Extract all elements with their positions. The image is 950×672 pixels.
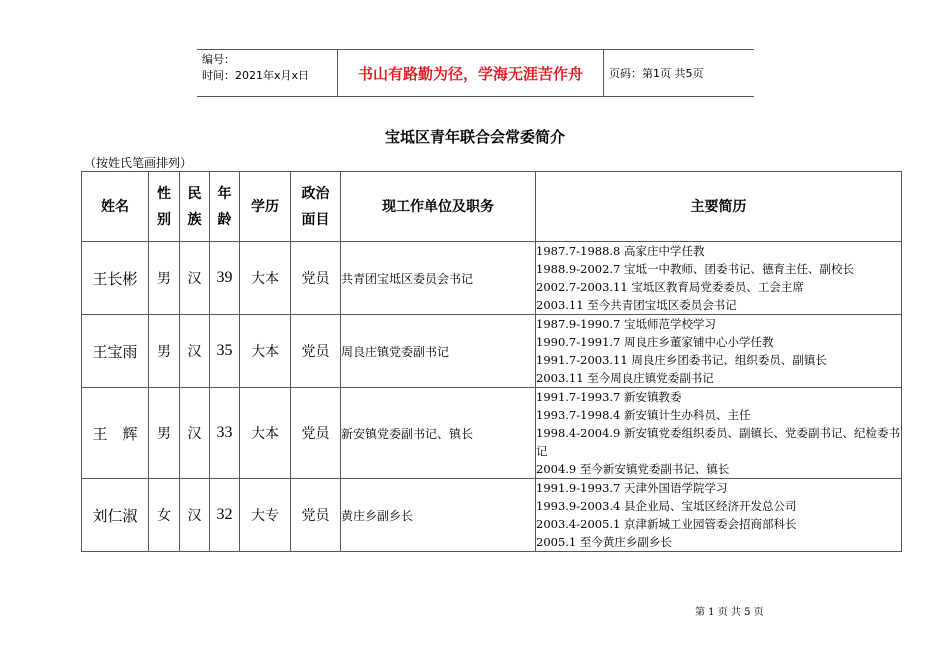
table-header-row <box>82 172 902 242</box>
cell-education: 大本 <box>240 388 291 479</box>
resume-line: 1991.9-1993.7 天津外国语学院学习 <box>536 481 728 495</box>
cell-education: 大本 <box>240 315 291 388</box>
header-motto: 书山有路勤为径，学海无涯苦作舟 <box>337 50 604 96</box>
cell-resume <box>536 242 902 315</box>
resume-line: 1988.9-2002.7 宝坻一中教师、团委书记、德育主任、副校长 <box>536 262 855 276</box>
table-row <box>82 315 902 388</box>
members-table <box>81 171 902 552</box>
col-resume: 主要简历 <box>536 172 902 242</box>
cell-political: 党员 <box>291 388 341 479</box>
time-label: 时间：2021年x月x日 <box>202 69 310 82</box>
cell-ethnicity: 汉 <box>180 479 210 552</box>
table-row <box>82 242 902 315</box>
cell-political: 党员 <box>291 242 341 315</box>
col-gender: 性 别 <box>149 172 180 242</box>
cell-resume <box>536 388 902 479</box>
sort-note: （按姓氏笔画排列） <box>84 156 193 170</box>
col-education: 学历 <box>240 172 291 242</box>
cell-resume <box>536 315 902 388</box>
cell-name: 刘仁淑 <box>82 479 149 552</box>
page-title: 宝坻区青年联合会常委简介 <box>384 128 565 146</box>
cell-age: 32 <box>210 479 240 552</box>
cell-political: 党员 <box>291 479 341 552</box>
cell-unit: 周良庄镇党委副书记 <box>341 315 536 388</box>
cell-unit: 新安镇党委副书记、镇长 <box>341 388 536 479</box>
col-political: 政治 面目 <box>291 172 341 242</box>
cell-political: 党员 <box>291 315 341 388</box>
cell-ethnicity: 汉 <box>180 315 210 388</box>
cell-unit: 黄庄乡副乡长 <box>341 479 536 552</box>
resume-line: 2002.7-2003.11 宝坻区教育局党委委员、工会主席 <box>536 280 804 294</box>
resume-line: 1993.7-1998.4 新安镇计生办科员、主任 <box>536 408 751 422</box>
cell-gender: 女 <box>149 479 180 552</box>
header-left <box>202 52 309 84</box>
resume-line: 2005.1 至今黄庄乡副乡长 <box>536 535 672 549</box>
cell-ethnicity: 汉 <box>180 242 210 315</box>
col-unit: 现工作单位及职务 <box>341 172 536 242</box>
header-page-info: 页码：第1页 共5页 <box>609 67 704 80</box>
cell-name: 王长彬 <box>82 242 149 315</box>
resume-line: 2004.9 至今新安镇党委副书记、镇长 <box>536 462 730 476</box>
col-ethnicity: 民 族 <box>180 172 210 242</box>
cell-unit: 共青团宝坻区委员会书记 <box>341 242 536 315</box>
resume-line: 2003.4-2005.1 京津新城工业园管委会招商部科长 <box>536 517 797 531</box>
cell-age: 39 <box>210 242 240 315</box>
resume-line: 1993.9-2003.4 县企业局、宝坻区经济开发总公司 <box>536 499 797 513</box>
cell-ethnicity: 汉 <box>180 388 210 479</box>
resume-line: 2003.11 至今共青团宝坻区委员会书记 <box>536 298 737 312</box>
resume-line: 2003.11 至今周良庄镇党委副书记 <box>536 371 714 385</box>
col-name: 姓名 <box>82 172 149 242</box>
cell-gender: 男 <box>149 388 180 479</box>
resume-line: 1987.9-1990.7 宝坻师范学校学习 <box>536 317 717 331</box>
col-age: 年 龄 <box>210 172 240 242</box>
number-label: 编号： <box>202 53 235 66</box>
resume-line: 1990.7-1991.7 周良庄乡董家铺中心小学任教 <box>536 335 774 349</box>
cell-gender: 男 <box>149 315 180 388</box>
page-footer: 第 1 页 共 5 页 <box>695 607 764 618</box>
table-row <box>82 479 902 552</box>
cell-education: 大专 <box>240 479 291 552</box>
resume-line: 1991.7-1993.7 新安镇教委 <box>536 390 682 404</box>
resume-line: 1998.4-2004.9 新安镇党委组织委员、副镇长、党委副书记、纪检委书记 <box>536 426 901 458</box>
cell-age: 35 <box>210 315 240 388</box>
cell-resume <box>536 479 902 552</box>
resume-line: 1991.7-2003.11 周良庄乡团委书记、组织委员、副镇长 <box>536 353 827 367</box>
document-header <box>197 49 754 97</box>
cell-age: 33 <box>210 388 240 479</box>
cell-name: 王宝雨 <box>82 315 149 388</box>
table-row <box>82 388 902 479</box>
resume-line: 1987.7-1988.8 高家庄中学任教 <box>536 244 705 258</box>
cell-name: 王 辉 <box>82 388 149 479</box>
cell-gender: 男 <box>149 242 180 315</box>
cell-education: 大本 <box>240 242 291 315</box>
